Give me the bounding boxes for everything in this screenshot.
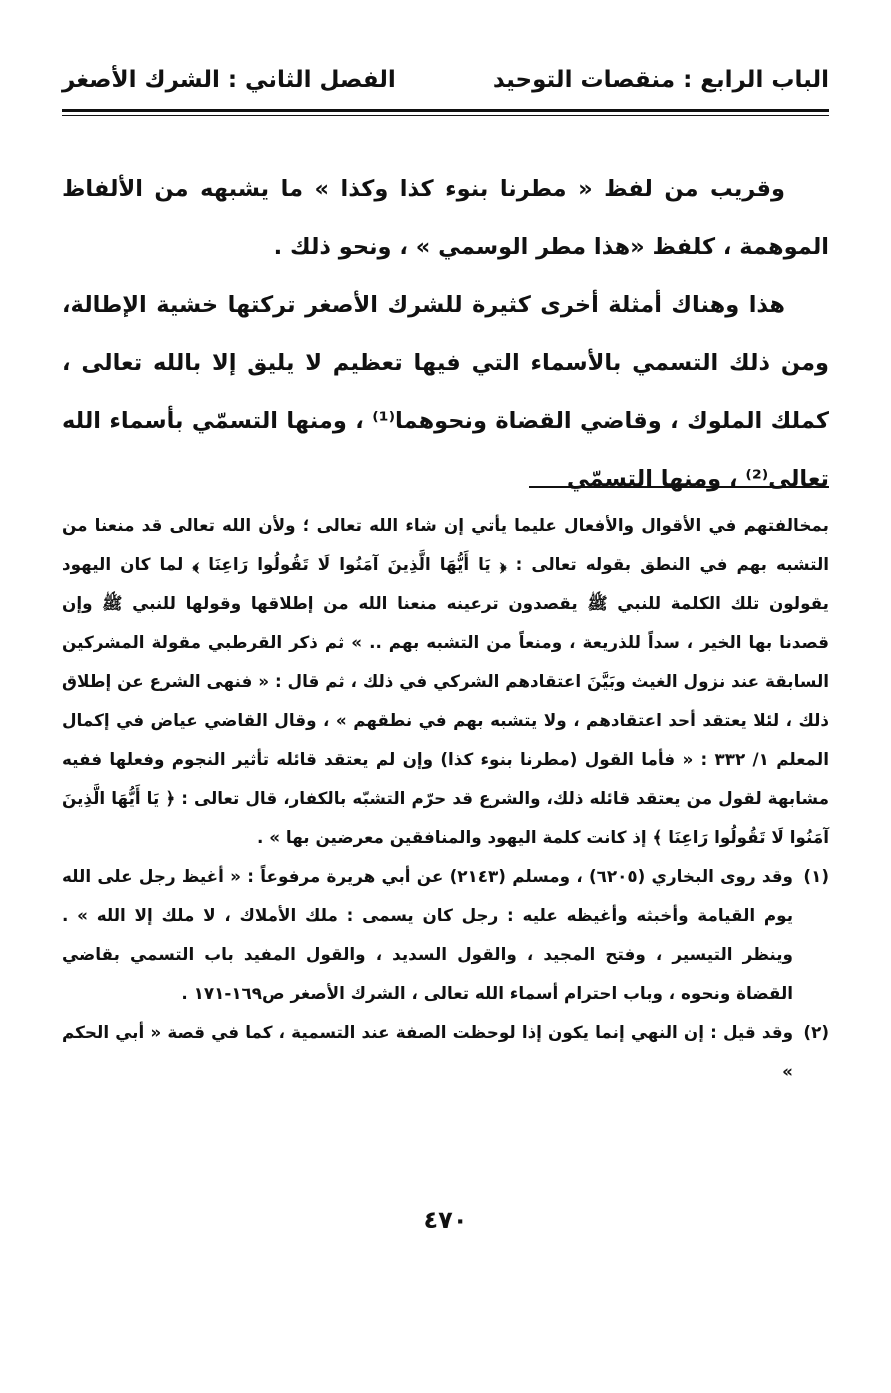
header-chapter-title: الباب الرابع : منقصات التوحيد bbox=[492, 67, 829, 93]
header-rule-thin bbox=[62, 115, 829, 116]
footnote-separator bbox=[529, 486, 829, 488]
header-rule-thick bbox=[62, 109, 829, 112]
footnote-text: وقد روى البخاري (٦٢٠٥) ، ومسلم (٢١٤٣) عن أبي هريرة مرفوعاً : « أغيظ رجل على الله يوم القيامة وأخبثه وأغيظه عليه : رجل كان يسمى : ملك الأملاك ، لا ملك إلا الله » . وينظر التيسير ، وفتح المجيد ، والقول السديد ، والقول المفيد باب التسمي بقاضي القضاة ونحوه ، وباب احترام أسماء الله تعالى ، الشرك الأصغر ص١٦٩-١٧١ . bbox=[62, 866, 793, 1003]
body-paragraph: هذا وهناك أمثلة أخرى كثيرة للشرك الأصغر تركتها خشية الإطالة، ومن ذلك التسمي بالأسماء التي فيها تعظيم لا يليق إلا بالله تعالى ، كملك الملوك ، وقاضي القضاة ونحوهما⁽¹⁾ ، ومنها التسمّي بأسماء الله تعالى⁽²⁾ ، ومنها التسمّي bbox=[62, 292, 829, 492]
page-number: ٤٧٠ bbox=[423, 1206, 468, 1234]
footnote-continuation: بمخالفتهم في الأقوال والأفعال عليما يأتي إن شاء الله تعالى ؛ ولأن الله تعالى قد منعنا من التشبه بهم في النطق بقوله تعالى : ﴿ يَا أَيُّهَا الَّذِينَ آمَنُوا لَا تَقُولُوا رَاعِنَا ﴾ لما كان اليهود يقولون تلك الكلمة للنبي ﷺ يقصدون ترعينه منعنا الله من إطلاقها وقولها للنبي ﷺ وإن قصدنا بها الخير ، سداً للذريعة ، ومنعاً من التشبه بهم .. » ثم ذكر القرطبي مقولة المشركين السابقة عند نزول الغيث وبَيَّنَ اعتقادهم الشركي في ذلك ، ثم قال : « فنهى الشرع عن إطلاق ذلك ، لئلا يعتقد أحد اعتقادهم ، ولا يتشبه بهم في نطقهم » ، وقال القاضي عياض في إكمال المعلم ١/ ٣٣٢ : « فأما القول (مطرنا بنوء كذا) وإن لم يعتقد قائله تأثير النجوم وفعلها ففيه مشابهة لقول من يعتقد قائله ذلك، والشرع قد حرّم التشبّه بالكفار، قال تعالى : ﴿ يَا أَيُّهَا الَّذِينَ آمَنُوا لَا تَقُولُوا رَاعِنَا ﴾ إذ كانت كلمة اليهود والمنافقين معرضين بها » . bbox=[62, 515, 829, 847]
header-section-title: الفصل الثاني : الشرك الأصغر bbox=[62, 67, 396, 93]
running-header bbox=[62, 58, 829, 102]
footnote-number: (١) bbox=[803, 866, 829, 886]
footnote-number: (٢) bbox=[803, 1022, 829, 1042]
footnote-text: وقد قيل : إن النهي إنما يكون إذا لوحظت الصفة عند التسمية ، كما في قصة « أبي الحكم » bbox=[62, 1022, 793, 1081]
footnotes-section bbox=[62, 506, 829, 1091]
main-body-text bbox=[62, 160, 829, 508]
footnote-1 bbox=[62, 857, 829, 1013]
footnote-2 bbox=[62, 1013, 829, 1091]
body-paragraph: وقريب من لفظ « مطرنا بنوء كذا وكذا » ما يشبهه من الألفاظ الموهمة ، كلفظ «هذا مطر الوسمي » ، ونحو ذلك . bbox=[62, 176, 829, 260]
